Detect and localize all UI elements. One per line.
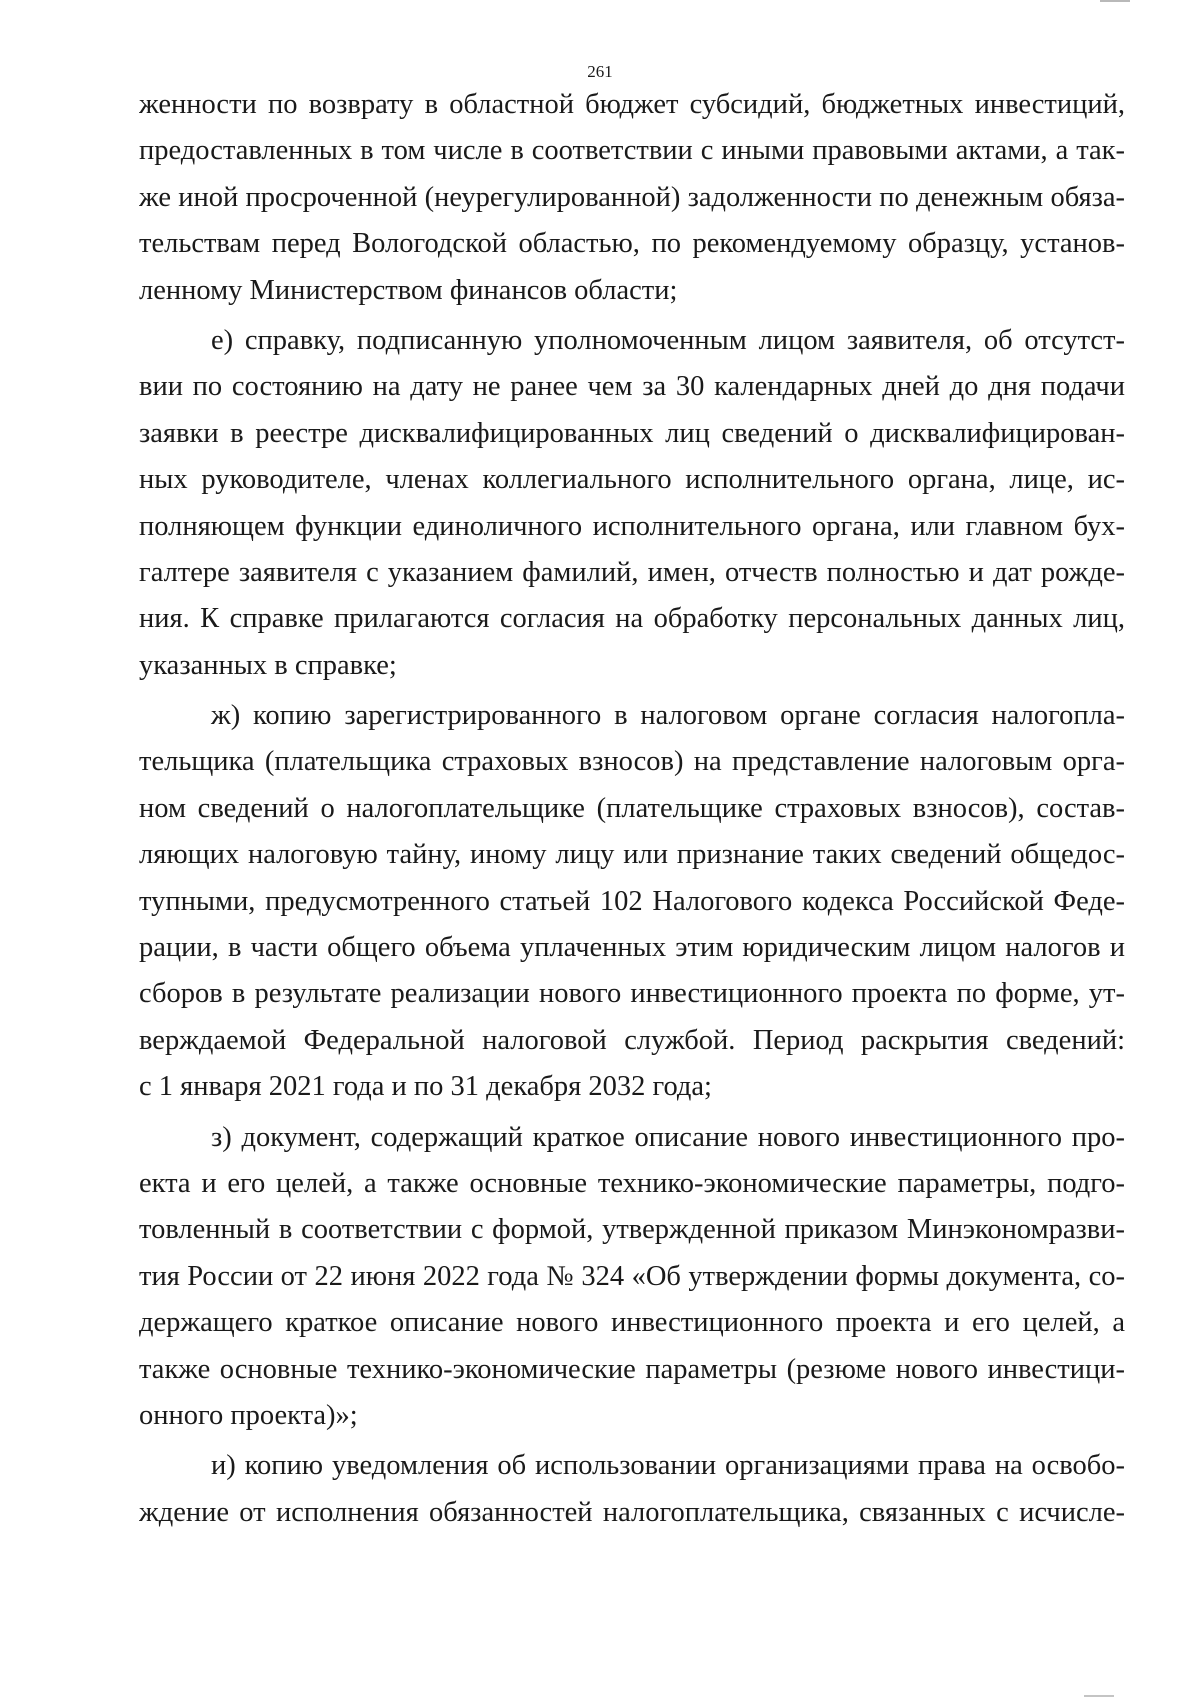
text-line: ном сведений о налогоплательщике (плательщике страховых взносов), состав-	[139, 792, 1125, 824]
text-line: женности по возврату в областной бюджет субсидий, бюджетных инвестиций,	[139, 89, 1125, 120]
paragraph-item-z	[139, 1115, 1125, 1440]
text-line: тия России от 22 июня 2022 года № 324 «Об утверждении формы документа, со-	[139, 1260, 1125, 1292]
text-line: ляющих налоговую тайну, иному лицу или признание таких сведений общедос-	[139, 839, 1125, 871]
text-line: рации, в части общего объема уплаченных этим юридическим лицом налогов и	[139, 932, 1125, 964]
text-line: держащего краткое описание нового инвестиционного проекта и его целей, а	[139, 1307, 1125, 1339]
text-line: ния. К справке прилагаются согласия на обработку персональных данных лиц,	[139, 603, 1125, 635]
text-line: ленному Министерством финансов области;	[139, 274, 678, 306]
text-line: з) документ, содержащий краткое описание нового инвестиционного про-	[211, 1121, 1125, 1153]
text-line: указанных в справке;	[139, 649, 397, 681]
text-line: с 1 января 2021 года и по 31 декабря 2032 года;	[139, 1071, 712, 1103]
scan-edge-mark	[1084, 1692, 1114, 1697]
page-number: 261	[587, 62, 613, 81]
text-line: верждаемой Федеральной налоговой службой. Период раскрытия сведений:	[139, 1024, 1125, 1056]
text-line: тельщика (плательщика страховых взносов) на представление налоговым орга-	[139, 746, 1125, 778]
text-line: вии по состоянию на дату не ранее чем за 30 календарных дней до дня подачи	[139, 371, 1125, 403]
text-line: онного проекта)»;	[139, 1399, 358, 1431]
text-line: же иной просроченной (неурегулированной) задолженности по денежным обяза-	[139, 181, 1125, 213]
text-line: также основные технико-экономические параметры (резюме нового инвестици-	[139, 1353, 1125, 1385]
text-line: и) копию уведомления об использовании организациями права на освобо-	[211, 1450, 1125, 1482]
text-line: екта и его целей, а также основные технико-экономические параметры, подго-	[139, 1167, 1125, 1199]
text-line: сборов в результате реализации нового инвестиционного проекта по форме, ут-	[139, 978, 1125, 1010]
text-line: заявки в реестре дисквалифицированных лиц сведений о дисквалифицирован-	[139, 417, 1125, 449]
paragraph-item-e	[139, 318, 1125, 689]
text-line: тупными, предусмотренного статьей 102 Налогового кодекса Российской Феде-	[139, 885, 1125, 917]
scan-edge-mark	[1100, 0, 1130, 7]
paragraph-continuation	[139, 82, 1125, 314]
text-line: предоставленных в том числе в соответствии с иными правовыми актами, а так-	[139, 135, 1125, 167]
text-line: е) справку, подписанную уполномоченным лицом заявителя, об отсутст-	[211, 324, 1125, 356]
text-line: ных руководителе, членах коллегиального исполнительного органа, лице, ис-	[139, 464, 1125, 496]
text-line: галтере заявителя с указанием фамилий, имен, отчеств полностью и дат рожде-	[139, 556, 1125, 588]
text-line: полняющем функции единоличного исполнительного органа, или главном бух-	[139, 510, 1125, 542]
document-body	[139, 82, 1125, 1540]
paragraph-item-zh	[139, 693, 1125, 1111]
paragraph-item-i	[139, 1443, 1125, 1536]
text-line: тельствам перед Вологодской областью, по рекомендуемому образцу, установ-	[139, 228, 1125, 260]
text-line: ждение от исполнения обязанностей налогоплательщика, связанных с исчисле-	[139, 1496, 1125, 1528]
text-line: товленный в соответствии с формой, утвержденной приказом Минэкономразви-	[139, 1214, 1125, 1246]
text-line: ж) копию зарегистрированного в налоговом органе согласия налогопла-	[211, 700, 1125, 732]
